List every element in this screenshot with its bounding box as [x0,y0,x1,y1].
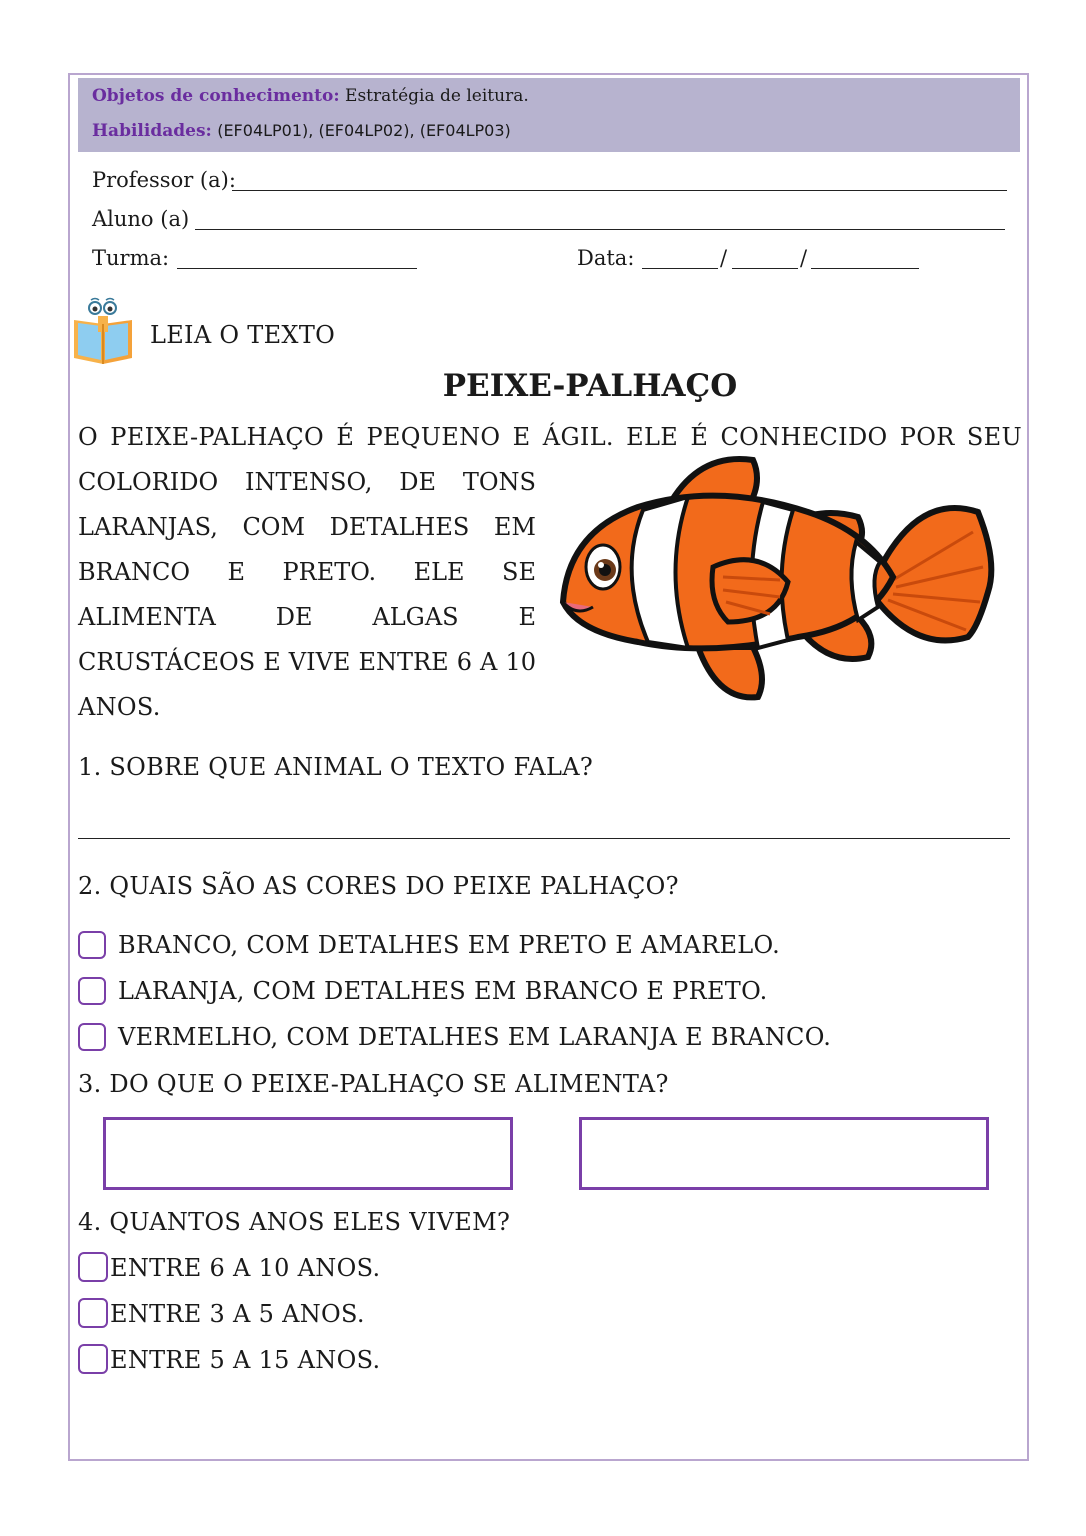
instruction: LEIA O TEXTO [150,321,336,349]
q3-answer-box-1[interactable] [103,1117,513,1190]
data-day-field[interactable] [642,268,718,269]
text-line-1: O PEIXE-PALHAÇO É PEQUENO E ÁGIL. ELE É CONHECIDO POR SEU [78,423,1022,451]
q2-option-2-checkbox[interactable] [78,977,106,1005]
text-line-6: CRUSTÁCEOS E VIVE ENTRE 6 A 10 [78,648,536,676]
habilidades-line [92,121,511,141]
date-slash: / [800,246,808,270]
q2-option-1-label: BRANCO, COM DETALHES EM PRETO E AMARELO. [118,931,781,959]
q4-option-2-checkbox[interactable] [78,1298,108,1328]
habilidades-value: (EF04LP01), (EF04LP02), (EF04LP03) [217,121,511,140]
q2-option-1-checkbox[interactable] [78,931,106,959]
question-1: 1. SOBRE QUE ANIMAL O TEXTO FALA? [78,753,594,781]
text-line-4: BRANCO E PRETO. ELE SE [78,558,536,586]
q4-option-1-checkbox[interactable] [78,1252,108,1282]
professor-field[interactable] [232,190,1007,191]
date-slash: / [720,246,728,270]
professor-label: Professor (a): [92,168,236,192]
turma-field[interactable] [177,268,417,269]
q3-answer-box-2[interactable] [579,1117,989,1190]
text-line-3: LARANJAS, COM DETALHES EM [78,513,536,541]
aluno-field[interactable] [195,229,1005,230]
question-4: 4. QUANTOS ANOS ELES VIVEM? [78,1208,511,1236]
q4-option-2-label: ENTRE 3 A 5 ANOS. [110,1300,365,1328]
page-title: PEIXE-PALHAÇO [442,368,738,404]
objetos-line [92,86,529,106]
q2-option-3-checkbox[interactable] [78,1023,106,1051]
text-line-5: ALIMENTA DE ALGAS E [78,603,536,631]
data-year-field[interactable] [811,268,919,269]
question-3: 3. DO QUE O PEIXE-PALHAÇO SE ALIMENTA? [78,1070,669,1098]
text-line-2: COLORIDO INTENSO, DE TONS [78,468,536,496]
clownfish-illustration [548,452,998,710]
objetos-value: Estratégia de leitura. [345,86,529,106]
reading-book-icon [70,296,140,366]
habilidades-label: Habilidades: [92,121,212,141]
question-2: 2. QUAIS SÃO AS CORES DO PEIXE PALHAÇO? [78,872,679,900]
q1-answer-line[interactable] [78,838,1010,839]
q4-option-3-label: ENTRE 5 A 15 ANOS. [110,1346,381,1374]
data-label: Data: [577,246,635,270]
q4-option-3-checkbox[interactable] [78,1344,108,1374]
q2-option-3-label: VERMELHO, COM DETALHES EM LARANJA E BRANCO. [118,1023,832,1051]
data-month-field[interactable] [732,268,798,269]
q2-option-2-label: LARANJA, COM DETALHES EM BRANCO E PRETO. [118,977,768,1005]
turma-label: Turma: [92,246,170,270]
objetos-label: Objetos de conhecimento: [92,86,340,106]
q4-option-1-label: ENTRE 6 A 10 ANOS. [110,1254,381,1282]
aluno-label: Aluno (a) [92,207,190,231]
text-line-7: ANOS. [78,693,161,721]
